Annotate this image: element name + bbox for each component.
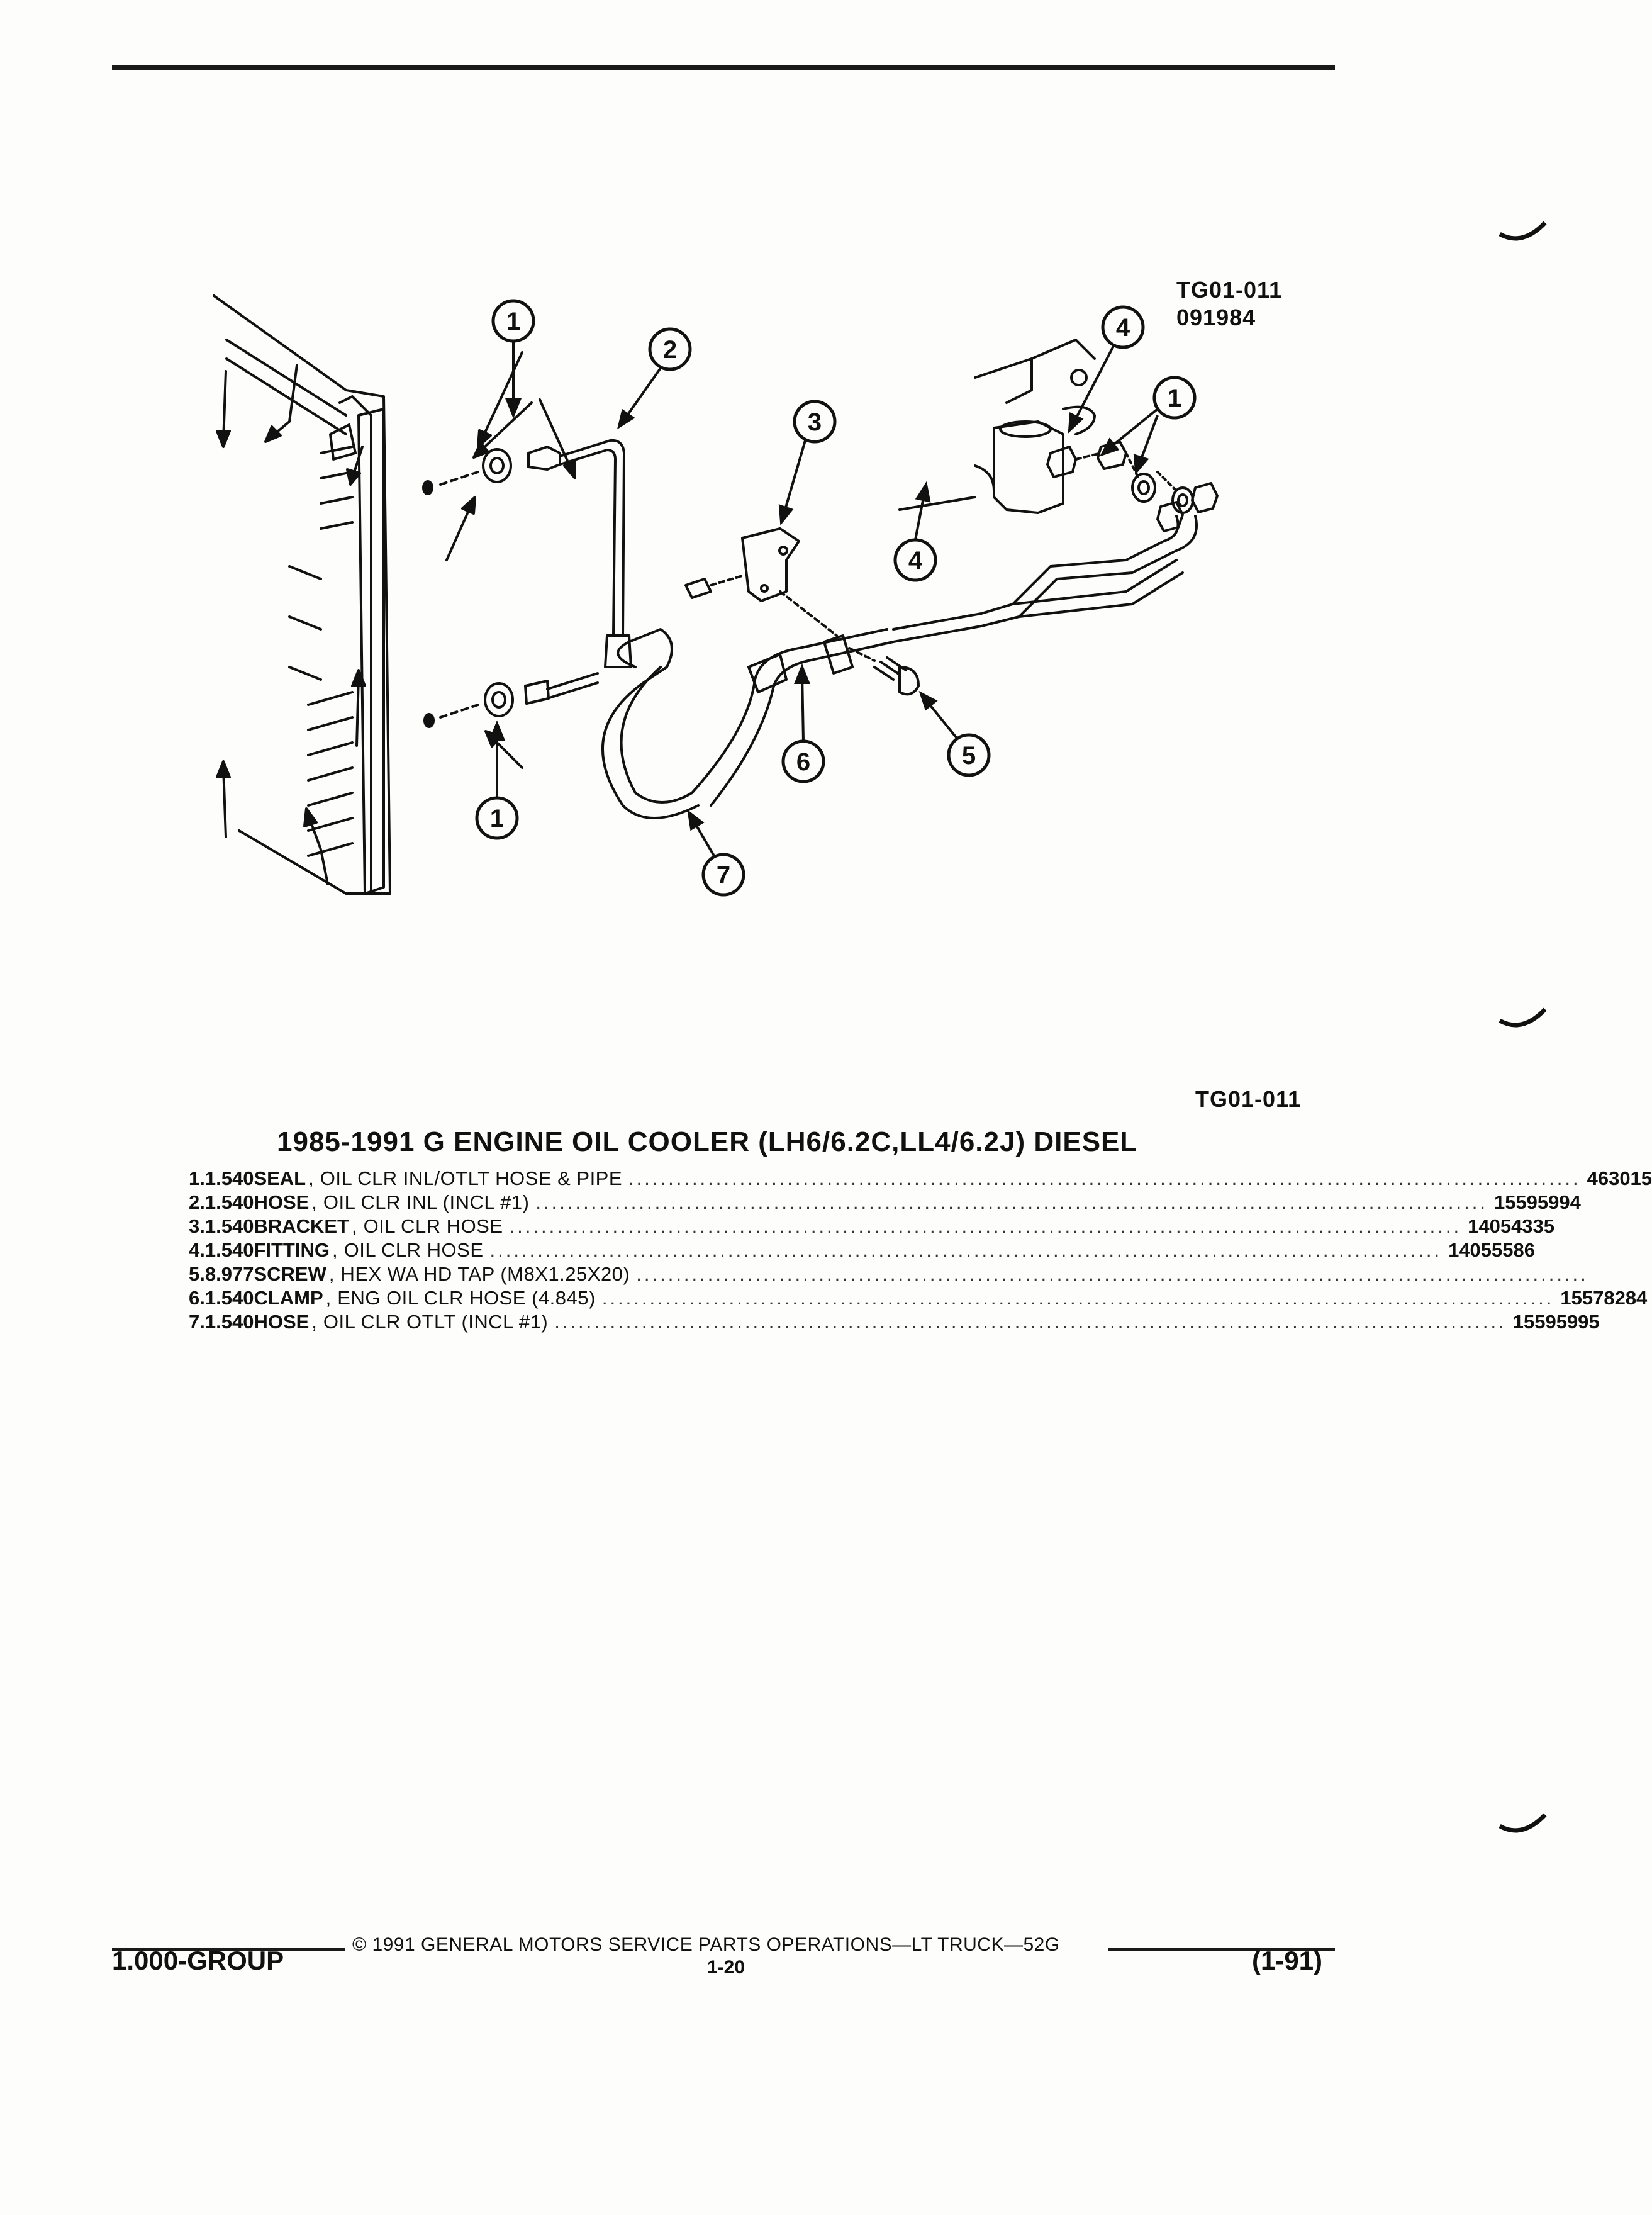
screw xyxy=(874,658,918,694)
edition-code: (1-91) xyxy=(1252,1946,1323,1975)
part-description: OIL CLR OTLT (INCL #1) xyxy=(323,1311,549,1333)
svg-text:1: 1 xyxy=(506,308,521,335)
leader-dots: ........................................................................................................................ xyxy=(554,1311,1507,1333)
binder-hole-mark xyxy=(1497,220,1548,245)
part-name: FITTING xyxy=(254,1239,330,1261)
group-number: 1.540 xyxy=(204,1215,254,1237)
inlet-hose xyxy=(525,440,631,704)
leader-dots: ........................................................................................................................ xyxy=(636,1263,1588,1285)
callout-4 xyxy=(1103,307,1143,347)
svg-text:1: 1 xyxy=(1167,384,1182,412)
item-number: 7. xyxy=(189,1311,205,1333)
callout-1 xyxy=(477,798,517,838)
callout-5 xyxy=(949,735,989,775)
item-number: 1. xyxy=(189,1167,205,1189)
item-number: 6. xyxy=(189,1287,205,1309)
part-number: 15595994 xyxy=(1493,1191,1581,1213)
group-label: 1.000-GROUP xyxy=(112,1946,284,1975)
leader-dots: ........................................................................................................................ xyxy=(535,1191,1488,1213)
callout-4 xyxy=(895,540,935,580)
group-number: 1.540 xyxy=(204,1287,254,1309)
group-number: 1.540 xyxy=(204,1311,254,1333)
item-number: 5. xyxy=(189,1263,205,1285)
part-row: 5. 8.977 SCREW , HEX WA HD TAP (M8X1.25X20) ........................................................................................................................ xyxy=(189,1263,1588,1285)
svg-text:1: 1 xyxy=(489,805,505,833)
part-name: SEAL xyxy=(254,1167,306,1189)
part-number: 15595995 xyxy=(1512,1311,1600,1333)
figure-code-bottom: TG01-011 xyxy=(1195,1086,1302,1112)
part-description: OIL CLR INL (INCL #1) xyxy=(323,1191,530,1213)
callout-circles xyxy=(477,301,1195,895)
callout-2 xyxy=(650,329,690,369)
top-rule xyxy=(112,65,1335,70)
part-row: 3. 1.540 BRACKET , OIL CLR HOSE ........................................................................................................................ 14054335 xyxy=(189,1215,1555,1237)
item-number: 2. xyxy=(189,1191,205,1213)
part-name: BRACKET xyxy=(254,1215,349,1237)
leader-dots: ........................................................................................................................ xyxy=(628,1167,1581,1189)
callout-3 xyxy=(795,401,835,442)
svg-text:3: 3 xyxy=(807,408,822,436)
part-description: OIL CLR HOSE xyxy=(343,1239,484,1261)
svg-text:7: 7 xyxy=(716,861,731,889)
part-name: HOSE xyxy=(254,1191,310,1213)
part-row: 6. 1.540 CLAMP , ENG OIL CLR HOSE (4.845) ........................................................................................................................ 15578284 xyxy=(189,1287,1648,1309)
part-row: 7. 1.540 HOSE , OIL CLR OTLT (INCL #1) ........................................................................................................................ 15595995 xyxy=(189,1311,1600,1333)
binder-hole-mark xyxy=(1497,1007,1548,1032)
svg-text:4: 4 xyxy=(908,547,923,575)
leader-dots: ........................................................................................................................ xyxy=(489,1239,1443,1261)
group-number: 1.540 xyxy=(204,1239,254,1261)
bracket xyxy=(686,529,837,636)
callout-1 xyxy=(493,301,533,341)
part-number: 15578284 xyxy=(1560,1287,1648,1309)
binder-hole-mark xyxy=(1497,1812,1548,1837)
part-description: HEX WA HD TAP (M8X1.25X20) xyxy=(340,1263,630,1285)
callout-6 xyxy=(783,741,823,782)
part-number: 14054335 xyxy=(1468,1215,1555,1237)
part-name: CLAMP xyxy=(254,1287,323,1309)
svg-text:2: 2 xyxy=(662,336,678,364)
steel-lines xyxy=(893,516,1197,642)
group-number: 8.977 xyxy=(204,1263,254,1285)
callout-7 xyxy=(703,855,744,895)
group-number: 1.540 xyxy=(204,1167,254,1189)
item-number: 3. xyxy=(189,1215,205,1237)
radiator xyxy=(214,296,433,894)
page-number: 1-20 xyxy=(707,1957,745,1978)
page-title: 1985-1991 G ENGINE OIL COOLER (LH6/6.2C,LL4/6.2J) DIESEL xyxy=(277,1126,1138,1157)
part-row: 1. 1.540 SEAL , OIL CLR INL/OTLT HOSE & PIPE ........................................................................................................................ 463015 xyxy=(189,1167,1652,1189)
part-name: HOSE xyxy=(254,1311,310,1333)
figure-date-code: 091984 xyxy=(1176,305,1256,330)
part-name: SCREW xyxy=(254,1263,326,1285)
part-description: OIL CLR INL/OTLT HOSE & PIPE xyxy=(320,1167,623,1189)
part-row: 4. 1.540 FITTING , OIL CLR HOSE ........................................................................................................................ 14055586 xyxy=(189,1239,1536,1261)
leader-dots: ........................................................................................................................ xyxy=(601,1287,1554,1309)
leader-dots: ........................................................................................................................ xyxy=(509,1215,1462,1237)
svg-text:4: 4 xyxy=(1115,314,1130,342)
item-number: 4. xyxy=(189,1239,205,1261)
part-row: 2. 1.540 HOSE , OIL CLR INL (INCL #1) ........................................................................................................................ 15595994 xyxy=(189,1191,1581,1213)
leader-arrows xyxy=(217,352,575,884)
copyright-notice: © 1991 GENERAL MOTORS SERVICE PARTS OPERATIONS—LT TRUCK—52G xyxy=(352,1934,1060,1955)
engine-adaptor xyxy=(900,340,1095,513)
part-description: OIL CLR HOSE xyxy=(363,1215,503,1237)
part-number: 14055586 xyxy=(1448,1239,1536,1261)
figure-code: TG01-011 xyxy=(1176,277,1283,303)
svg-text:5: 5 xyxy=(961,742,976,770)
callout-1 xyxy=(1154,378,1195,418)
part-number: 463015 xyxy=(1587,1167,1652,1189)
part-description: ENG OIL CLR HOSE (4.845) xyxy=(337,1287,596,1309)
parts-list xyxy=(189,1167,1652,1335)
seal xyxy=(483,449,513,716)
group-number: 1.540 xyxy=(204,1191,254,1213)
oil-cooler-diagram xyxy=(195,264,1302,969)
svg-text:6: 6 xyxy=(796,748,811,776)
